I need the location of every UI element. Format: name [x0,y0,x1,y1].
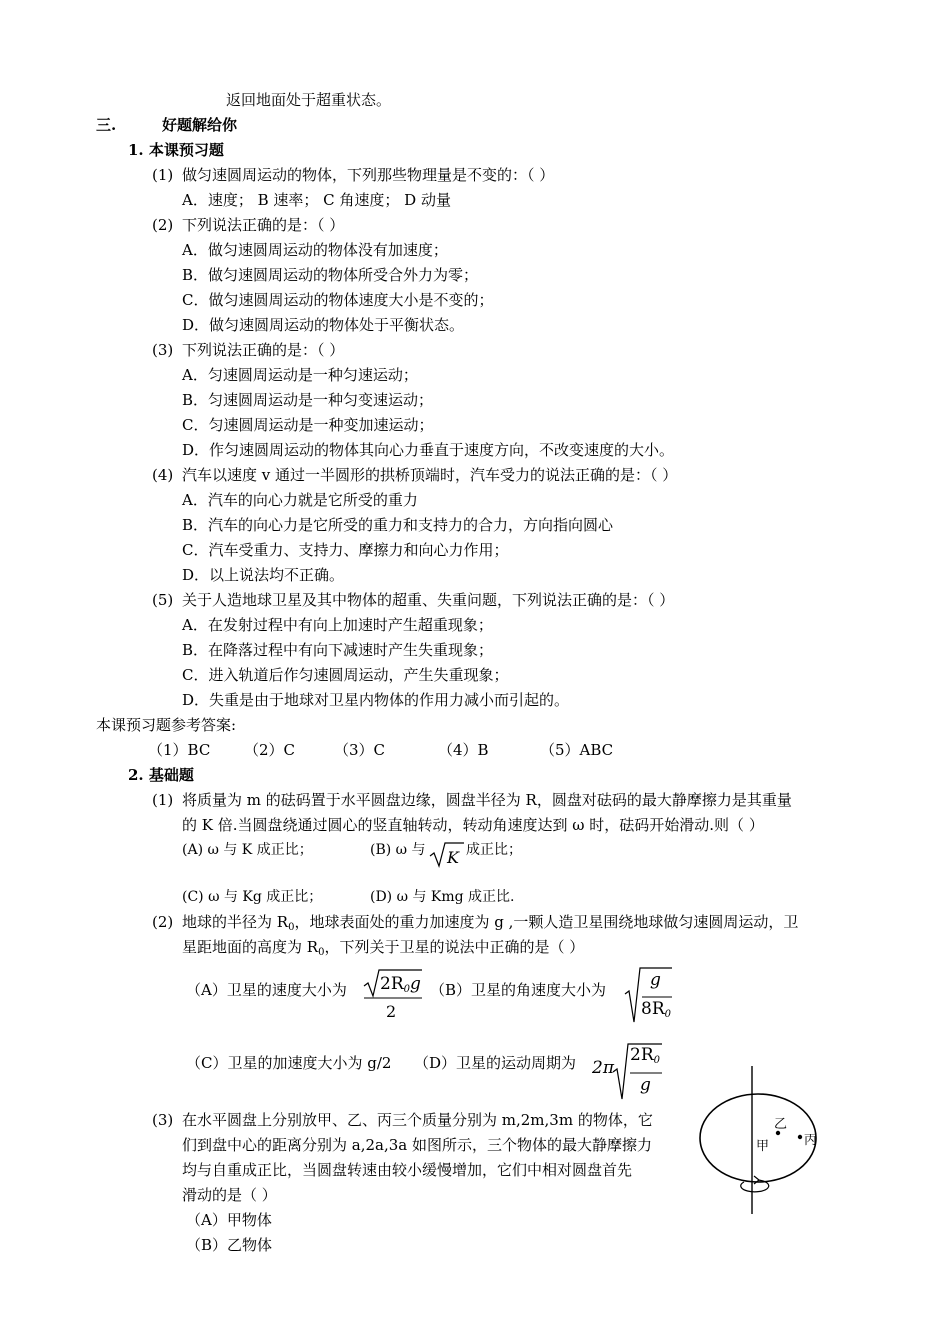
label-bing: 丙 [804,1133,818,1148]
option: B．汽车的向心力是它所受的重力和支持力的合力，方向指向圆心 [182,516,614,534]
answer: （1）BC [148,741,211,759]
subscript: 0 [318,947,325,958]
section-number: 三. [96,116,117,134]
text: g [410,974,421,994]
rotating-disk-figure [696,1062,836,1218]
text: ，下列关于卫星的说法中正确的是（ ） [324,938,585,956]
text: ，地球表面处的重力加速度为 g ,一颗人造卫星围绕地球做匀速圆周运动，卫 [294,913,799,931]
option: B．匀速圆周运动是一种匀变速运动； [182,391,434,409]
text: 2R [630,1045,654,1065]
text: 星距地面的高度为 R [182,938,319,956]
answers-title: 本课预习题参考答案: [96,716,237,734]
option: C．匀速圆周运动是一种变加速运动； [182,416,434,434]
option: A．汽车的向心力就是它所受的重力 [182,491,418,509]
label-jia: 甲 [756,1139,770,1154]
answer: （2）C [244,741,296,759]
option: C．做匀速圆周运动的物体速度大小是不变的； [182,291,494,309]
radicand-k: K [447,848,459,867]
option: （B）乙物体 [186,1236,273,1254]
option: (C) ω 与 Kg 成正比； [182,889,323,905]
basic-heading: 2. 基础题 [128,766,194,784]
option: B．在降落过程中有向下减速时产生失重现象； [182,641,494,659]
option: A．匀速圆周运动是一种匀速运动； [182,366,418,384]
option: B．做匀速圆周运动的物体所受合外力为零； [182,266,479,284]
question-number: (2) [152,913,174,931]
formula-numerator [630,1045,660,1071]
option: （A）甲物体 [186,1211,272,1229]
text: 地球的半径为 R [182,913,289,931]
subscript: 0 [664,1009,671,1020]
question-stem: 下列说法正确的是：（ ） [182,216,345,234]
question-stem: 下列说法正确的是：（ ） [182,341,345,359]
question-line: 将质量为 m 的砝码置于水平圆盘边缘，圆盘半径为 R，圆盘对砝码的最大静摩擦力是其重量 [182,791,792,809]
label-yi: 乙 [774,1117,788,1132]
question-line [182,912,798,938]
answer: （3）C [334,741,386,759]
question-line [182,937,584,963]
question-line: 的 K 倍.当圆盘绕通过圆心的竖直轴转动，转动角速度达到 ω 时，砝码开始滑动.则（ ） [182,816,764,834]
answer: （5）ABC [540,741,614,759]
option: D．以上说法均不正确。 [182,566,345,584]
question-stem: 汽车以速度 v 通过一半圆形的拱桥顶端时，汽车受力的说法正确的是：（ ） [182,466,678,484]
option: (D) ω 与 Kmg 成正比. [370,889,515,905]
option: A．在发射过程中有向上加速时产生超重现象； [182,616,493,634]
question-line: 均与自重成正比，当圆盘转速由较小缓慢增加，它们中相对圆盘首先 [182,1161,633,1179]
text: 2R [380,974,404,994]
subscript: 0 [403,984,410,995]
section-title: 好题解给你 [162,116,238,134]
formula-numerator [380,974,421,1000]
preview-heading: 1. 本课预习题 [128,141,224,159]
option: C．汽车受重力、支持力、摩擦力和向心力作用； [182,541,509,559]
question-line: 在水平圆盘上分别放甲、乙、丙三个质量分别为 m,2m,3m 的物体，它 [182,1111,653,1129]
question-number: (4) [152,466,174,484]
text: 8R [641,999,665,1019]
option: D．做匀速圆周运动的物体处于平衡状态。 [182,316,465,334]
question-line: 们到盘中心的距离分别为 a,2a,3a 如图所示，三个物体的最大静摩擦力 [182,1136,652,1154]
question-number: (3) [152,341,174,359]
question-number: (2) [152,216,174,234]
question-options: A．速度； B 速率； C 角速度； D 动量 [182,191,451,209]
option: C．进入轨道后作匀速圆周运动，产生失重现象； [182,666,509,684]
option: （B）卫星的角速度大小为 [430,981,607,999]
option: （D）卫星的运动周期为 [414,1054,577,1072]
formula-2pi: 2π [592,1058,614,1078]
question-number: (1) [152,791,174,809]
option-b-prefix: (B) ω 与 [370,842,426,858]
subscript: 0 [288,922,295,933]
formula-denominator: g [640,1075,651,1095]
option: D．失重是由于地球对卫星内物体的作用力减小而引起的。 [182,691,570,709]
formula-numerator: g [650,970,661,990]
option: （C）卫星的加速度大小为 g/2 [186,1054,392,1072]
question-number: (3) [152,1111,174,1129]
formula-denominator [641,999,671,1025]
option: (A) ω 与 K 成正比； [182,842,313,858]
question-stem: 做匀速圆周运动的物体，下列那些物理量是不变的：（ ） [182,166,555,184]
option: A．做匀速圆周运动的物体没有加速度； [182,241,448,259]
question-line: 滑动的是（ ） [182,1186,277,1204]
object-bing-dot [798,1135,802,1139]
option: D．作匀速圆周运动的物体其向心力垂直于速度方向，不改变速度的大小。 [182,441,675,459]
intro-line: 返回地面处于超重状态。 [226,91,392,109]
option: （A）卫星的速度大小为 [186,981,347,999]
question-stem: 关于人造地球卫星及其中物体的超重、失重问题，下列说法正确的是：（ ） [182,591,675,609]
option-b-suffix: 成正比； [466,842,522,858]
question-number: (1) [152,166,174,184]
question-number: (5) [152,591,174,609]
subscript: 0 [653,1055,660,1066]
answer: （4）B [438,741,489,759]
formula-denominator: 2 [386,1002,397,1021]
